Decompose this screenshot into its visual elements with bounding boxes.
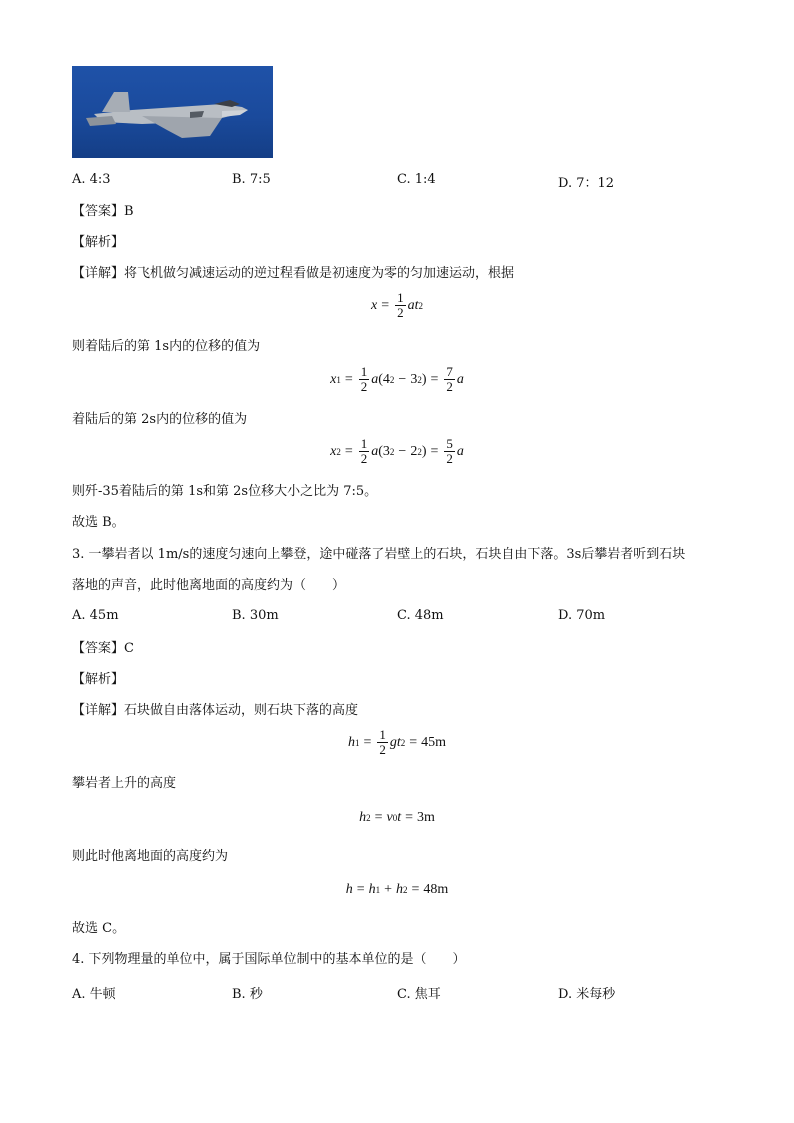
q2-line1: 则着陆后的第 1s内的位移的值为 bbox=[72, 339, 261, 354]
equation-x: x = $\frac{1}{2}$ at 2 bbox=[370, 290, 423, 320]
q2-analysis-heading: 【解析】 bbox=[72, 235, 125, 250]
q3-detail: 【详解】石块做自由落体运动，则石块下落的高度 bbox=[72, 703, 359, 718]
fighter-jet-photo bbox=[72, 66, 273, 158]
q3-line2: 则此时他离地面的高度约为 bbox=[72, 849, 229, 864]
q3-stem-line1: 3. 一攀岩者以 1m/s的速度匀速向上攀登，途中碰落了岩壁上的石块，石块自由下落。3s后攀岩者听到石块 bbox=[72, 547, 686, 562]
q3-conclusion: 故选 C。 bbox=[72, 921, 126, 936]
q2-conclusion: 故选 B。 bbox=[72, 515, 125, 530]
q4-option-a[interactable]: A. 牛顿 bbox=[72, 987, 116, 1002]
q2-line3: 则歼-35着陆后的第 1s和第 2s位移大小之比为 7:5。 bbox=[72, 484, 378, 499]
q4-stem: 4. 下列物理量的单位中，属于国际单位制中的基本单位的是（ ） bbox=[72, 952, 466, 967]
q3-stem-line2: 落地的声音，此时他离地面的高度约为（ ） bbox=[72, 578, 346, 593]
q3-line1: 攀岩者上升的高度 bbox=[72, 776, 177, 791]
q2-option-d[interactable]: D. 7：12 bbox=[558, 176, 615, 191]
q4-options bbox=[72, 983, 732, 1001]
q3-option-a[interactable]: A. 45m bbox=[72, 608, 119, 623]
q2-options bbox=[72, 172, 732, 190]
q2-option-c[interactable]: C. 1:4 bbox=[397, 172, 436, 187]
q3-options bbox=[72, 608, 732, 626]
equation-x2: x 2 = $\frac{1}{2}$ a (3 2 − 2 2 ) = $\frac{5}{2}$ a bbox=[330, 436, 464, 466]
q4-option-c[interactable]: C. 焦耳 bbox=[397, 987, 441, 1002]
equation-x1: x 1 = $\frac{1}{2}$ a (4 2 − 3 2 ) = $\frac{7}{2}$ a bbox=[330, 364, 464, 394]
q2-option-b[interactable]: B. 7:5 bbox=[232, 172, 271, 187]
q3-answer: 【答案】C bbox=[72, 641, 134, 656]
q2-answer: 【答案】B bbox=[72, 204, 134, 219]
q4-option-b[interactable]: B. 秒 bbox=[232, 987, 263, 1002]
equation-h: h = h 1 + h 2 = 48m bbox=[345, 882, 449, 897]
equation-h1: h 1 = $\frac{1}{2}$ gt 2 = 45m bbox=[347, 727, 447, 757]
q3-option-b[interactable]: B. 30m bbox=[232, 608, 279, 623]
jet-illustration bbox=[72, 66, 273, 158]
q2-option-a[interactable]: A. 4:3 bbox=[72, 172, 111, 187]
q3-option-c[interactable]: C. 48m bbox=[397, 608, 444, 623]
q4-option-d[interactable]: D. 米每秒 bbox=[558, 987, 616, 1002]
q2-detail: 【详解】将飞机做匀减速运动的逆过程看做是初速度为零的匀加速运动，根据 bbox=[72, 266, 515, 281]
q2-line2: 着陆后的第 2s内的位移的值为 bbox=[72, 412, 248, 427]
equation-h2: h 2 = v 0 t = 3m bbox=[359, 810, 435, 825]
q3-option-d[interactable]: D. 70m bbox=[558, 608, 606, 623]
q3-analysis-heading: 【解析】 bbox=[72, 672, 125, 687]
